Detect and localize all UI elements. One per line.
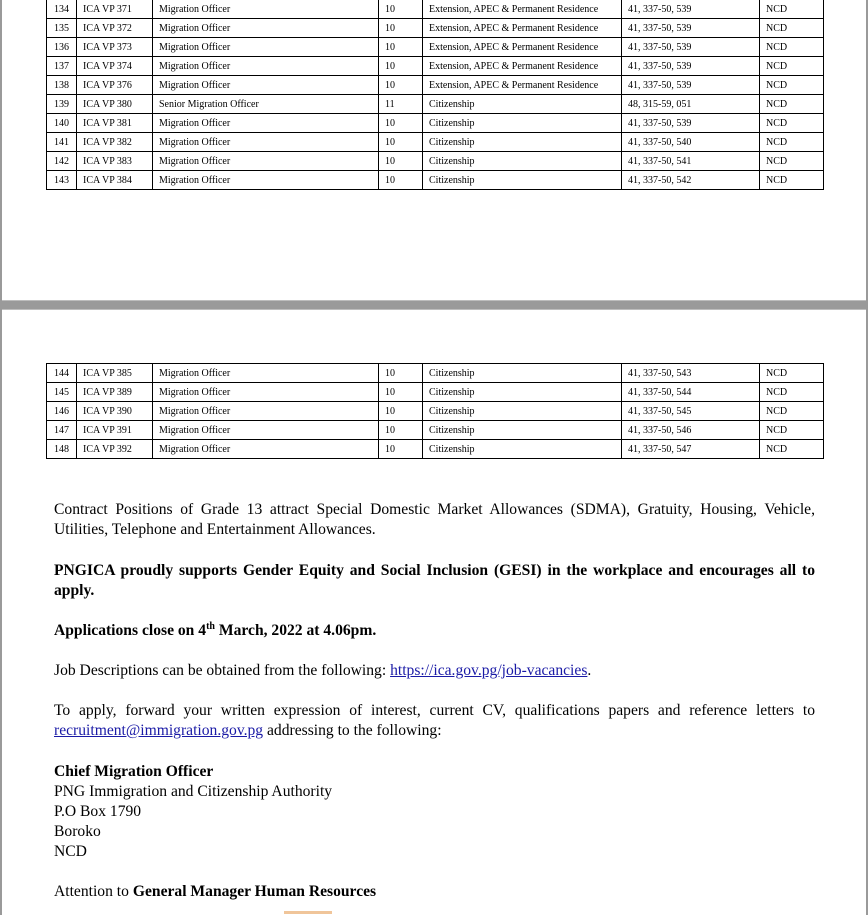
cell-title: Migration Officer	[153, 383, 379, 402]
cell-salary: 41, 337-50, 542	[622, 171, 760, 190]
cell-location: NCD	[760, 133, 824, 152]
cell-grade: 10	[379, 114, 423, 133]
apply-instructions-paragraph	[54, 701, 815, 741]
cell-division: Citizenship	[423, 421, 622, 440]
cell-no: 142	[47, 152, 77, 171]
cell-division: Extension, APEC & Permanent Residence	[423, 38, 622, 57]
cell-no: 136	[47, 38, 77, 57]
table-row	[47, 421, 824, 440]
cell-no: 145	[47, 383, 77, 402]
recruitment-email-link[interactable]: recruitment@immigration.gov.pg	[54, 722, 264, 739]
cell-salary: 41, 337-50, 547	[622, 440, 760, 459]
cell-no: 141	[47, 133, 77, 152]
job-vacancies-link[interactable]: https://ica.gov.pg/job-vacancies	[390, 662, 588, 679]
cell-location: NCD	[760, 421, 824, 440]
cell-division: Citizenship	[423, 133, 622, 152]
cell-location: NCD	[760, 76, 824, 95]
cell-salary: 41, 337-50, 540	[622, 133, 760, 152]
cell-no: 137	[47, 57, 77, 76]
table-row	[47, 383, 824, 402]
cell-location: NCD	[760, 440, 824, 459]
cell-division: Citizenship	[423, 402, 622, 421]
cell-salary: 41, 337-50, 544	[622, 383, 760, 402]
cell-ref: ICA VP 382	[77, 133, 153, 152]
table-row	[47, 38, 824, 57]
apply-prefix: To apply, forward your written expression of interest, current CV, qualifications papers and reference letters to	[54, 702, 815, 719]
address-organisation: PNG Immigration and Citizenship Authority	[54, 783, 333, 800]
cell-location: NCD	[760, 38, 824, 57]
cell-grade: 10	[379, 383, 423, 402]
cell-no: 135	[47, 19, 77, 38]
cell-grade: 10	[379, 38, 423, 57]
cell-division: Citizenship	[423, 364, 622, 383]
cell-grade: 10	[379, 364, 423, 383]
cell-title: Migration Officer	[153, 114, 379, 133]
cell-ref: ICA VP 371	[77, 0, 153, 19]
table-row	[47, 0, 824, 19]
job-descriptions-paragraph	[54, 661, 815, 681]
cell-ref: ICA VP 380	[77, 95, 153, 114]
cell-division: Citizenship	[423, 114, 622, 133]
job-descriptions-prefix: Job Descriptions can be obtained from the following:	[54, 662, 391, 679]
cell-ref: ICA VP 372	[77, 19, 153, 38]
cell-ref: ICA VP 381	[77, 114, 153, 133]
cell-ref: ICA VP 383	[77, 152, 153, 171]
closing-date-prefix: Applications close on 4	[54, 622, 207, 639]
closing-date-ordinal: th	[206, 620, 215, 632]
cell-title: Migration Officer	[153, 421, 379, 440]
cell-division: Extension, APEC & Permanent Residence	[423, 19, 622, 38]
cell-title: Migration Officer	[153, 152, 379, 171]
cell-salary: 48, 315-59, 051	[622, 95, 760, 114]
gesi-paragraph: PNGICA proudly supports Gender Equity and Social Inclusion (GESI) in the workplace and encourages all to apply.	[54, 562, 815, 599]
cell-no: 144	[47, 364, 77, 383]
cell-title: Migration Officer	[153, 38, 379, 57]
attention-line	[54, 882, 815, 902]
cell-grade: 10	[379, 0, 423, 19]
cell-no: 147	[47, 421, 77, 440]
cell-location: NCD	[760, 0, 824, 19]
cell-title: Migration Officer	[153, 402, 379, 421]
cell-location: NCD	[760, 364, 824, 383]
cell-ref: ICA VP 385	[77, 364, 153, 383]
cell-title: Migration Officer	[153, 76, 379, 95]
cell-ref: ICA VP 374	[77, 57, 153, 76]
allowances-paragraph: Contract Positions of Grade 13 attract Special Domestic Market Allowances (SDMA), Gratuity, Housing, Vehicle, Utilities, Telephone and Entertainment Allowances.	[54, 501, 815, 538]
cell-salary: 41, 337-50, 541	[622, 152, 760, 171]
cell-location: NCD	[760, 152, 824, 171]
cell-title: Migration Officer	[153, 133, 379, 152]
job-descriptions-suffix: .	[587, 662, 592, 679]
cell-grade: 10	[379, 440, 423, 459]
cell-ref: ICA VP 376	[77, 76, 153, 95]
cell-salary: 41, 337-50, 546	[622, 421, 760, 440]
cell-salary: 41, 337-50, 539	[622, 57, 760, 76]
cell-salary: 41, 337-50, 539	[622, 114, 760, 133]
cell-salary: 41, 337-50, 539	[622, 0, 760, 19]
cell-division: Extension, APEC & Permanent Residence	[423, 0, 622, 19]
cell-title: Migration Officer	[153, 57, 379, 76]
cell-title: Migration Officer	[153, 0, 379, 19]
closing-date-suffix: March, 2022 at 4.06pm.	[214, 622, 377, 639]
cell-division: Citizenship	[423, 383, 622, 402]
document-page-2	[2, 309, 866, 915]
cell-title: Migration Officer	[153, 171, 379, 190]
cell-ref: ICA VP 390	[77, 402, 153, 421]
cell-location: NCD	[760, 383, 824, 402]
cell-grade: 10	[379, 19, 423, 38]
address-recipient: Chief Migration Officer	[54, 763, 214, 780]
cell-grade: 10	[379, 152, 423, 171]
cell-title: Migration Officer	[153, 19, 379, 38]
cell-grade: 10	[379, 402, 423, 421]
cell-no: 134	[47, 0, 77, 19]
address-town: Boroko	[54, 823, 101, 840]
table-row	[47, 440, 824, 459]
cell-grade: 11	[379, 95, 423, 114]
cell-ref: ICA VP 389	[77, 383, 153, 402]
cell-title: Senior Migration Officer	[153, 95, 379, 114]
document-page-1	[2, 0, 866, 301]
cell-location: NCD	[760, 95, 824, 114]
cell-division: Citizenship	[423, 152, 622, 171]
cell-division: Citizenship	[423, 171, 622, 190]
cell-no: 148	[47, 440, 77, 459]
table-row	[47, 76, 824, 95]
cell-location: NCD	[760, 57, 824, 76]
table-row	[47, 19, 824, 38]
address-region: NCD	[54, 843, 87, 860]
cell-title: Migration Officer	[153, 440, 379, 459]
cell-salary: 41, 337-50, 543	[622, 364, 760, 383]
attention-prefix: Attention to	[54, 883, 133, 900]
table-row	[47, 57, 824, 76]
apply-suffix: addressing to the following:	[263, 722, 442, 739]
table-row	[47, 364, 824, 383]
cell-no: 139	[47, 95, 77, 114]
cell-division: Citizenship	[423, 440, 622, 459]
cell-division: Extension, APEC & Permanent Residence	[423, 76, 622, 95]
cell-salary: 41, 337-50, 539	[622, 19, 760, 38]
cell-no: 138	[47, 76, 77, 95]
cell-ref: ICA VP 384	[77, 171, 153, 190]
cell-salary: 41, 337-50, 539	[622, 38, 760, 57]
attention-name: General Manager Human Resources	[132, 883, 377, 900]
cell-no: 140	[47, 114, 77, 133]
cell-grade: 10	[379, 133, 423, 152]
table-row	[47, 114, 824, 133]
cell-ref: ICA VP 392	[77, 440, 153, 459]
cell-salary: 41, 337-50, 539	[622, 76, 760, 95]
cell-location: NCD	[760, 171, 824, 190]
cell-title: Migration Officer	[153, 364, 379, 383]
table-row	[47, 171, 824, 190]
cell-grade: 10	[379, 421, 423, 440]
address-po-box: P.O Box 1790	[54, 803, 142, 820]
cell-ref: ICA VP 373	[77, 38, 153, 57]
table-row	[47, 402, 824, 421]
cell-grade: 10	[379, 57, 423, 76]
cell-no: 143	[47, 171, 77, 190]
table-row	[47, 95, 824, 114]
cell-location: NCD	[760, 402, 824, 421]
cell-salary: 41, 337-50, 545	[622, 402, 760, 421]
cell-ref: ICA VP 391	[77, 421, 153, 440]
closing-date-paragraph	[54, 621, 815, 641]
cell-location: NCD	[760, 19, 824, 38]
table-row	[47, 133, 824, 152]
table-row	[47, 152, 824, 171]
cell-grade: 10	[379, 171, 423, 190]
vacancy-table-top	[46, 0, 824, 190]
mailing-address	[54, 762, 815, 862]
cell-grade: 10	[379, 76, 423, 95]
cell-division: Citizenship	[423, 95, 622, 114]
cell-location: NCD	[760, 114, 824, 133]
vacancy-table-bottom	[46, 363, 824, 459]
cell-division: Extension, APEC & Permanent Residence	[423, 57, 622, 76]
cell-no: 146	[47, 402, 77, 421]
